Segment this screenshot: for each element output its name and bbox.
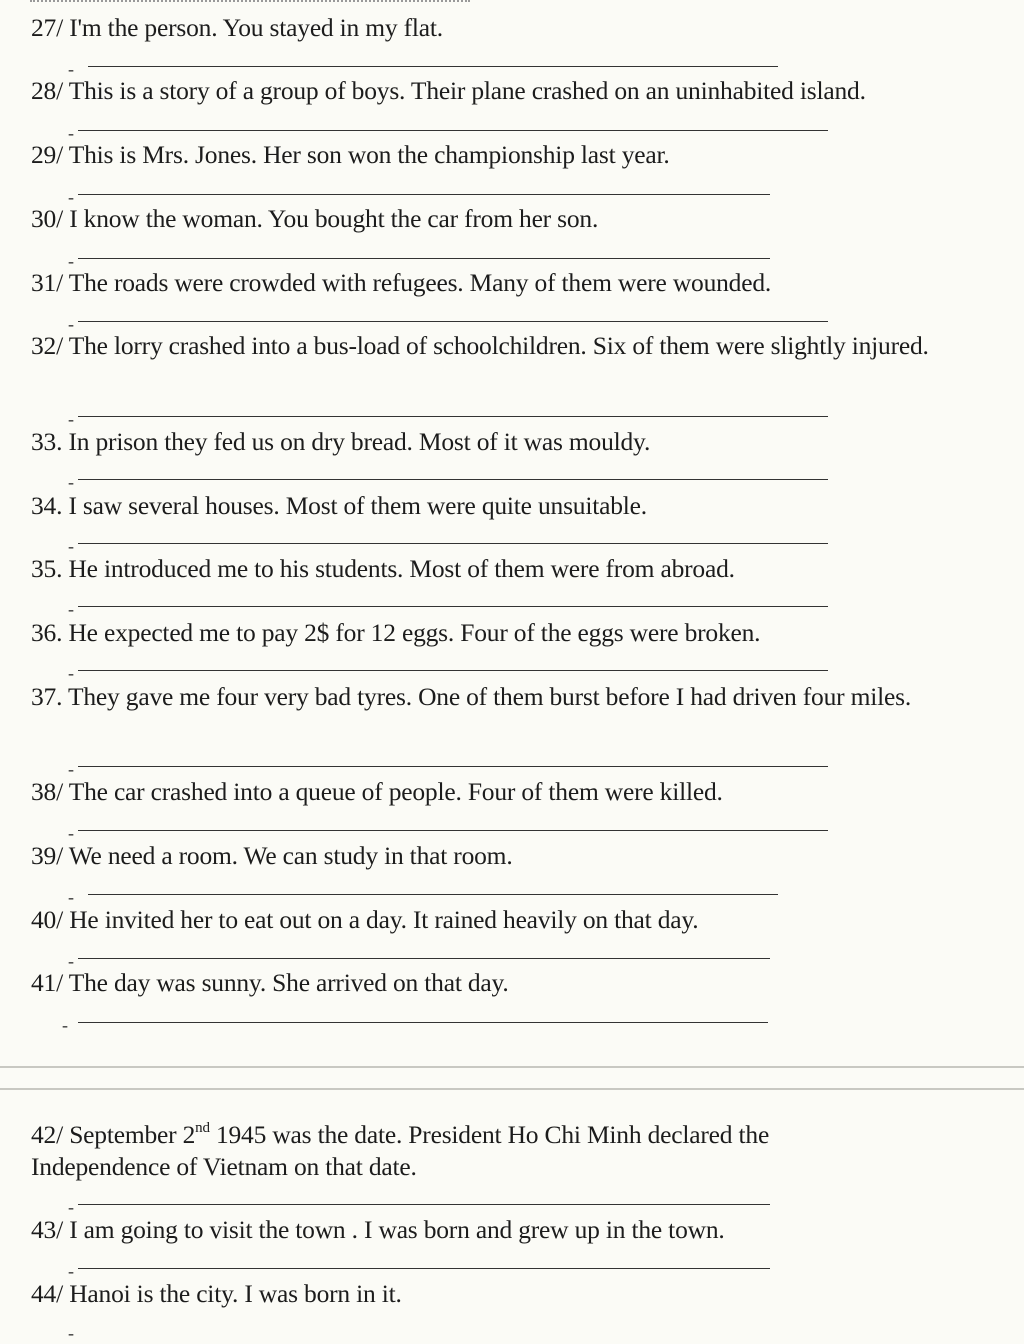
exercise-number: 34. (31, 491, 63, 520)
answer-dash: - (68, 187, 74, 207)
answer-dash: - (68, 409, 74, 429)
answer-underline (78, 1022, 768, 1023)
exercise-number: 39/ (31, 841, 63, 870)
exercise-number: 40/ (31, 905, 63, 934)
answer-dash: - (68, 472, 74, 492)
exercise-40 (31, 904, 1006, 936)
exercise-37 (31, 681, 981, 713)
answer-underline (78, 766, 828, 767)
exercise-text: The lorry crashed into a bus-load of schoolchildren. Six of them were slightly injured. (68, 331, 929, 360)
exercise-text: He expected me to pay 2$ for 12 eggs. Four of the eggs were broken. (68, 618, 761, 647)
exercise-text: He invited her to eat out on a day. It rained heavily on that day. (69, 905, 699, 934)
answer-dash: - (68, 1323, 74, 1343)
exercise-text: The car crashed into a queue of people. Four of them were killed. (68, 777, 723, 806)
exercise-number: 38/ (31, 777, 63, 806)
exercise-number: 29/ (31, 140, 63, 169)
exercise-44 (31, 1278, 1006, 1310)
answer-underline (78, 258, 770, 259)
exercise-number: 41/ (31, 968, 63, 997)
answer-dash: - (68, 823, 74, 843)
exercise-number: 27/ (31, 13, 63, 42)
exercise-number: 35. (31, 554, 63, 583)
exercise-number: 43/ (31, 1215, 63, 1244)
exercise-page-part-2 (0, 1090, 1024, 1343)
exercise-number: 32/ (31, 331, 63, 360)
exercise-number: 37. (31, 682, 63, 711)
exercise-43 (31, 1214, 1006, 1246)
answer-dash: - (68, 663, 74, 683)
answer-dash: - (68, 759, 74, 779)
exercise-text: I saw several houses. Most of them were quite unsuitable. (68, 491, 647, 520)
exercise-33 (31, 426, 1006, 458)
exercise-text: The day was sunny. She arrived on that day. (68, 968, 509, 997)
answer-underline (78, 830, 828, 831)
answer-underline (78, 543, 828, 544)
exercise-text: I'm the person. You stayed in my flat. (69, 13, 443, 42)
exercise-number: 36. (31, 618, 63, 647)
exercise-number: 33. (31, 427, 63, 456)
exercise-text: Hanoi is the city. I was born in it. (69, 1279, 402, 1308)
exercise-text: I am going to visit the town . I was born and grew up in the town. (69, 1215, 725, 1244)
answer-underline (78, 321, 828, 322)
answer-underline (78, 958, 770, 959)
exercise-38 (31, 776, 1006, 808)
answer-dash: - (68, 59, 74, 79)
exercise-text: We need a room. We can study in that room. (68, 841, 513, 870)
answer-underline (78, 606, 828, 607)
answer-dash: - (68, 314, 74, 334)
exercise-number: 31/ (31, 268, 63, 297)
exercise-number: 44/ (31, 1279, 63, 1308)
answer-underline (78, 1204, 770, 1205)
answer-line-41[interactable] (62, 1016, 782, 1036)
answer-dash: - (68, 251, 74, 271)
answer-dash: - (68, 951, 74, 971)
answer-dash: - (62, 1015, 68, 1035)
exercise-31 (31, 267, 1006, 299)
answer-dash: - (68, 599, 74, 619)
section-divider-top (0, 1066, 1024, 1068)
exercise-29 (31, 139, 1006, 171)
answer-dash: - (68, 1197, 74, 1217)
exercise-35 (31, 553, 1006, 585)
answer-underline (78, 479, 828, 480)
answer-underline (78, 194, 770, 195)
exercise-32 (31, 330, 981, 362)
exercise-28 (31, 75, 1006, 107)
exercise-34 (31, 490, 1006, 522)
exercise-text: They gave me four very bad tyres. One of them burst before I had driven four miles. (68, 682, 912, 711)
answer-underline (88, 66, 778, 67)
answer-dash: - (68, 887, 74, 907)
exercise-text: In prison they fed us on dry bread. Most of it was mouldy. (68, 427, 651, 456)
exercise-text: This is Mrs. Jones. Her son won the championship last year. (68, 140, 670, 169)
exercise-number: 30/ (31, 204, 63, 233)
exercise-41 (31, 967, 1006, 999)
ordinal-suffix: nd (195, 1120, 210, 1136)
exercise-30 (31, 203, 1006, 235)
exercise-text: This is a story of a group of boys. Their plane crashed on an uninhabited island. (68, 76, 866, 105)
answer-dash: - (68, 1261, 74, 1281)
exercise-number: 28/ (31, 76, 63, 105)
answer-underline (78, 416, 828, 417)
answer-underline (88, 894, 778, 895)
answer-dash: - (68, 536, 74, 556)
exercise-text: I know the woman. You bought the car from her son. (69, 204, 599, 233)
exercise-text-end: 1945 was the date. President Ho Chi Minh declared the Independence of Vietnam on that date. (31, 1120, 770, 1181)
answer-line-44[interactable] (68, 1324, 788, 1344)
exercise-text: He introduced me to his students. Most of them were from abroad. (68, 554, 735, 583)
answer-underline (78, 1268, 770, 1269)
answer-dash: - (68, 123, 74, 143)
answer-underline (78, 670, 828, 671)
exercise-number: 42/ (31, 1120, 63, 1149)
exercise-27 (31, 12, 1006, 44)
exercise-36 (31, 617, 1006, 649)
exercise-text-start: September 2 (69, 1120, 196, 1149)
exercise-39 (31, 840, 1006, 872)
exercise-text: The roads were crowded with refugees. Many of them were wounded. (68, 268, 772, 297)
exercise-42 (31, 1119, 911, 1183)
answer-underline (78, 130, 828, 131)
